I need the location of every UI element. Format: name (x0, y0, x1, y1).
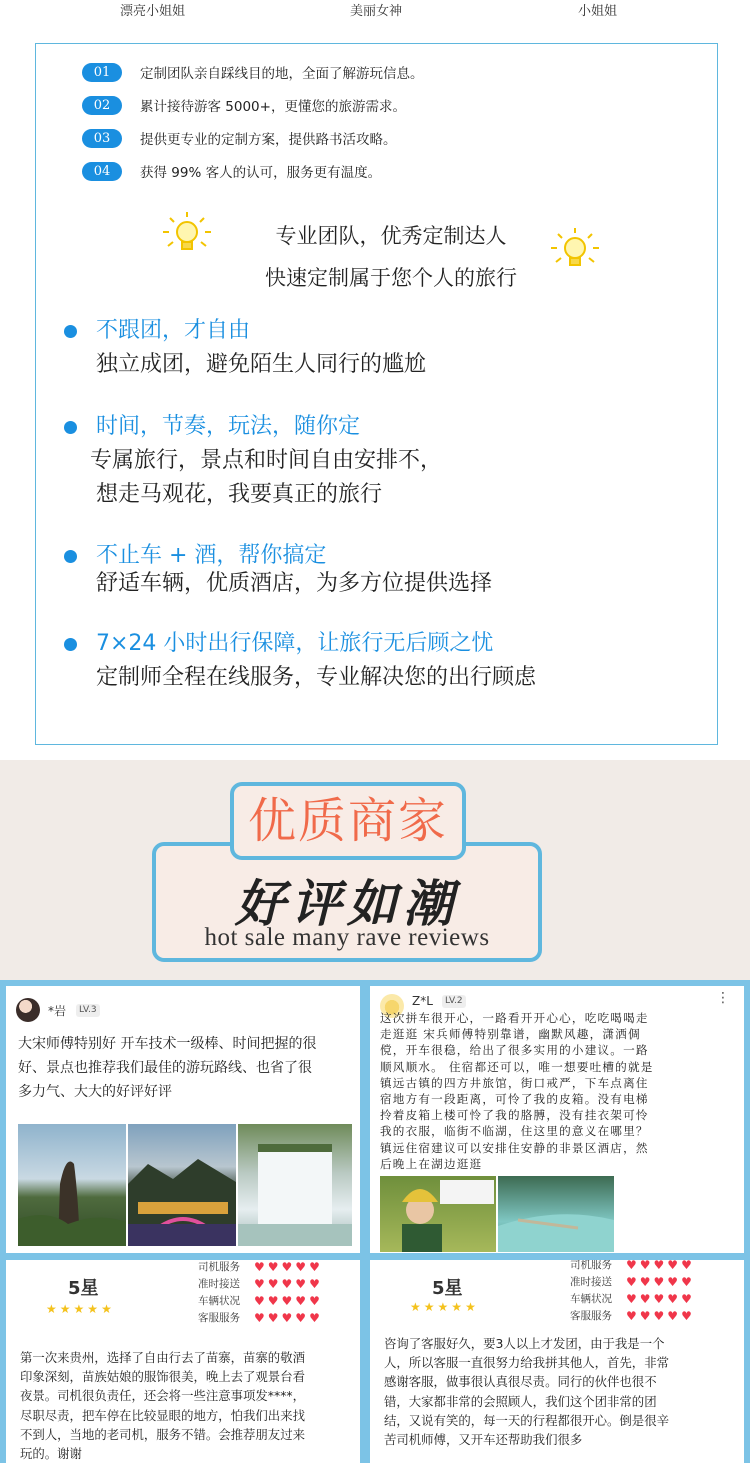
photo-karst-peak[interactable] (18, 1124, 126, 1246)
banner-title-box (230, 782, 466, 860)
star-icon: ★ (410, 1300, 421, 1314)
username: Z*L (412, 994, 433, 1008)
headline-line-2: 快速定制属于您个人的旅行 (265, 266, 517, 290)
numbered-item (82, 95, 406, 115)
bullet-dot (64, 421, 77, 434)
top-name-2: 美丽女神 (350, 4, 403, 19)
feature-desc: 想走马观花，我要真正的旅行 (96, 482, 383, 507)
review-line: 苦司机师傅，又开车还帮助我们很多 (384, 1432, 583, 1448)
feature-title: 不止车 + 酒，帮你搞定 (96, 543, 327, 568)
numbered-text: 获得 99% 客人的认可，服务更有温度。 (140, 165, 382, 181)
rating-line (570, 1290, 692, 1307)
rating-item-label: 车辆状况 (570, 1293, 612, 1305)
review-line: 拎着皮箱上楼可怜了我的胳膊，没有挂衣架可怜 (380, 1108, 649, 1123)
review-line: 不到人，当地的老司机，服务不错。会推荐朋友过来 (20, 1426, 305, 1442)
rating-item-label: 准时接送 (198, 1278, 240, 1290)
rating-card (6, 1260, 360, 1463)
numbered-text: 定制团队亲自踩线目的地，全面了解游玩信息。 (140, 66, 424, 82)
review-card (6, 986, 360, 1253)
banner-reviews-box (152, 842, 542, 962)
review-line: 夜景。司机很负责任，还会将一些注意事项发****， (20, 1388, 305, 1404)
numbered-text: 提供更专业的定制方案，提供路书活攻略。 (140, 132, 397, 148)
photo-river[interactable] (498, 1176, 614, 1252)
photo-selfie[interactable] (380, 1176, 496, 1252)
level-badge: LV.2 (442, 995, 466, 1008)
headline-line-1: 专业团队，优秀定制达人 (275, 224, 507, 248)
top-name-1: 漂亮小姐姐 (120, 4, 186, 19)
review-line: 顺风顺水。 住宿都还可以，唯一想要吐槽的就是 (380, 1059, 654, 1074)
heart-rating: ♥ ♥ ♥ ♥ ♥ (254, 1310, 320, 1325)
review-line: 结，又说有笑的，每一天的行程都很开心。倒是很辛 (384, 1412, 669, 1428)
feature-desc: 独立成团，避免陌生人同行的尴尬 (96, 352, 427, 377)
rating-item-label: 司机服务 (570, 1260, 612, 1271)
heart-rating: ♥ ♥ ♥ ♥ ♥ (254, 1276, 320, 1291)
rating-item-label: 车辆状况 (198, 1295, 240, 1307)
username: *岩 (48, 1004, 67, 1018)
lightbulb-icon (548, 224, 602, 278)
review-line: 人，所以客服一直很努力给我拼其他人，首先，非常 (384, 1355, 669, 1371)
review-line: 镇远住宿建议可以安排住安静的非景区酒店，然 (380, 1140, 649, 1155)
rating-item-label: 准时接送 (570, 1276, 612, 1288)
review-line: 感谢客服，做事很认真很尽责。同行的伙伴也很不 (384, 1374, 657, 1390)
photo-waterfall[interactable] (238, 1124, 352, 1246)
star-rating-label: 5星 (432, 1278, 463, 1299)
numbered-item (82, 161, 381, 181)
rating-line (570, 1307, 692, 1324)
level-badge: LV.3 (76, 1004, 100, 1017)
review-line: 第一次来贵州，选择了自由行去了苗寨，苗寨的敬酒 (20, 1350, 305, 1365)
rating-line (570, 1260, 692, 1273)
review-line: 玩的。谢谢 (20, 1446, 82, 1462)
star-icon: ★ (73, 1302, 85, 1316)
reviews-section (0, 980, 750, 1463)
feature-title: 7×24 小时出行保障，让旅行无后顾之忧 (96, 631, 494, 656)
star-icon: ★ (423, 1300, 435, 1314)
rating-line (198, 1292, 320, 1309)
avatar (16, 998, 40, 1022)
review-line: 我的衣服，临街不临湖，住这里的意义在哪里？ (380, 1124, 649, 1139)
heart-rating: ♥ ♥ ♥ ♥ ♥ (626, 1308, 692, 1323)
bullet-dot (64, 325, 77, 338)
review-line: 这次拼车很开心，一路看开开心心，吃吃喝喝走 (380, 1011, 649, 1025)
numbered-item (82, 128, 397, 148)
review-line: 印象深刻，苗族姑娘的服饰很美，晚上去了观景台看 (20, 1369, 305, 1385)
bullet-dot (64, 550, 77, 563)
number-badge: 04 (82, 162, 122, 181)
review-line: 大宋师傅特别好 开车技术一级棒、时间把握的很 (18, 1036, 317, 1052)
feature-desc: 定制师全程在线服务，专业解决您的出行顾虑 (96, 665, 537, 690)
rating-card (370, 1260, 744, 1463)
numbered-text: 累计接待游客 5000+，更懂您的旅游需求。 (140, 99, 406, 115)
star-row (46, 1302, 112, 1316)
star-icon: ★ (451, 1300, 463, 1314)
top-name-strip (0, 0, 750, 22)
bullet-dot (64, 638, 77, 651)
heart-rating: ♥ ♥ ♥ ♥ ♥ (626, 1274, 692, 1289)
star-icon: ★ (101, 1302, 112, 1316)
top-name-3: 小姐姐 (578, 4, 618, 19)
star-rating-label: 5星 (68, 1278, 99, 1299)
star-icon: ★ (87, 1302, 99, 1316)
rating-line (198, 1275, 320, 1292)
review-text (380, 1010, 740, 1172)
review-text (18, 1032, 358, 1104)
review-card (370, 986, 744, 1253)
feature-title: 不跟团，才自由 (96, 318, 251, 343)
star-row (410, 1300, 476, 1314)
banner-title: 优质商家 (247, 793, 448, 849)
rating-item-label: 司机服务 (198, 1261, 240, 1273)
rating-line (570, 1273, 692, 1290)
rating-breakdown (198, 1260, 320, 1326)
review-line: 多力气、大大的好评好评 (18, 1084, 172, 1100)
numbered-item (82, 62, 424, 82)
number-badge: 02 (82, 96, 122, 115)
star-icon: ★ (465, 1300, 476, 1314)
feature-desc: 专属旅行，景点和时间自由安排不， (90, 448, 443, 473)
feature-desc: 舒适车辆，优质酒店，为多方位提供选择 (96, 571, 493, 596)
rating-breakdown (570, 1260, 692, 1324)
star-icon: ★ (437, 1300, 449, 1314)
review-line: 宿地方有一段距离，可怜了我的皮箱。没有电梯 (380, 1092, 649, 1107)
review-line: 尽职尽责，把车停在比较显眼的地方，怕我们出来找 (20, 1407, 305, 1423)
more-options-icon[interactable]: ⋮ (716, 990, 730, 1006)
lightbulb-icon (160, 208, 214, 262)
number-badge: 01 (82, 63, 122, 82)
heart-rating: ♥ ♥ ♥ ♥ ♥ (254, 1293, 320, 1308)
banner-calligraphy: 好评如潮 (235, 874, 459, 933)
photo-miao-village-night[interactable] (128, 1124, 236, 1246)
review-line: 好、景点也推荐我们最佳的游玩路线、也省了很 (18, 1060, 312, 1076)
number-badge: 03 (82, 129, 122, 148)
star-icon: ★ (46, 1302, 57, 1316)
rating-item-label: 客服服务 (198, 1312, 240, 1324)
review-line: 镇远古镇的四方井旅馆，街口戒严，下车点离住 (380, 1075, 649, 1090)
feature-title: 时间，节奏，玩法，随你定 (96, 414, 361, 439)
rating-item-label: 客服服务 (570, 1310, 612, 1322)
star-icon: ★ (59, 1302, 71, 1316)
heart-rating: ♥ ♥ ♥ ♥ ♥ (626, 1291, 692, 1306)
banner-english: hot sale many rave reviews (204, 924, 490, 951)
rating-line (198, 1260, 320, 1275)
service-card (35, 43, 718, 745)
review-text (384, 1334, 740, 1449)
rating-line (198, 1309, 320, 1326)
review-line: 走逛逛 宋兵师傅特别靠谱，幽默风趣，潇洒倜 (380, 1027, 641, 1042)
review-line: 后晚上在湖边逛逛 (380, 1156, 483, 1171)
review-text (20, 1348, 358, 1463)
review-line: 错，大家都非常的会照顾人，我们这个团非常的团 (384, 1393, 657, 1409)
heart-rating: ♥ ♥ ♥ ♥ ♥ (254, 1260, 320, 1274)
heart-rating: ♥ ♥ ♥ ♥ ♥ (626, 1260, 692, 1272)
review-line: 咨询了客服好久，要3人以上才发团，由于我是一个 (384, 1336, 665, 1351)
review-line: 傥，开车很稳，给出了很多实用的小建议。一路 (380, 1043, 649, 1058)
